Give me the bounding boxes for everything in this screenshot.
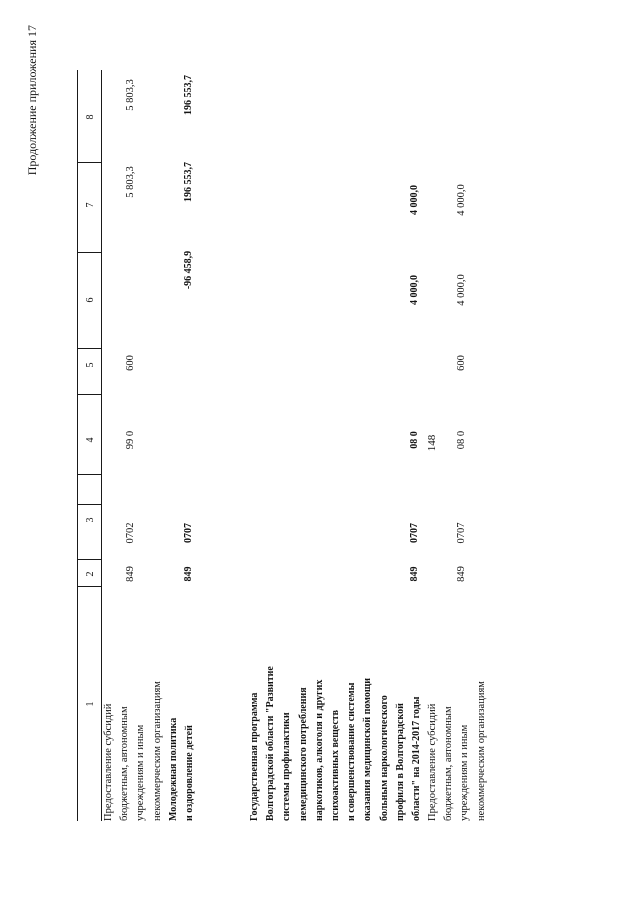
name-line: Волгоградской области "Развитие xyxy=(265,666,277,821)
row-4-col-7: 4 000,0 xyxy=(456,184,467,216)
row-1-col-7: 5 803,3 xyxy=(125,166,136,198)
column-separator xyxy=(77,348,102,349)
name-line: некоммерческим организациям xyxy=(475,681,487,821)
column-header-4: 4 xyxy=(85,437,96,443)
column-header-1: 1 xyxy=(85,701,96,707)
name-line: Государственная программа xyxy=(249,692,260,821)
column-separator xyxy=(77,162,102,163)
name-line: учреждениям и иным xyxy=(459,724,471,821)
row-3-col-7: 4 000,0 xyxy=(409,185,420,215)
row-1-col-5: 600 xyxy=(125,355,136,371)
column-header-5: 5 xyxy=(85,362,96,368)
row-1-col-2: 849 xyxy=(125,566,136,582)
row-3-col-3: 0707 xyxy=(409,523,420,543)
name-line: Предоставление субсидий xyxy=(103,703,114,821)
name-line: и совершенствование системы xyxy=(346,682,358,821)
column-separator xyxy=(77,559,102,560)
column-separator xyxy=(77,394,102,395)
column-header-8: 8 xyxy=(85,114,96,120)
row-4-col-3: 0707 xyxy=(456,522,467,544)
table-row-3-name xyxy=(247,666,425,821)
table-row-4-name xyxy=(425,681,490,821)
row-4-col-2: 849 xyxy=(456,566,467,582)
row-3-col-6: 4 000,0 xyxy=(409,275,420,305)
name-line: профиля в Волгоградской xyxy=(394,703,406,821)
row-4-col-4: 08 0 xyxy=(456,430,467,450)
table-top-rule xyxy=(77,70,78,821)
name-line: бюджетным, автономным xyxy=(443,706,455,821)
row-2-col-7: 196 553,7 xyxy=(183,162,194,202)
row-1-col-4: 99 0 xyxy=(125,430,136,450)
name-line: больным наркологического xyxy=(378,695,390,821)
name-line: области" на 2014-2017 годы xyxy=(411,696,423,821)
row-2-col-8: 196 553,7 xyxy=(183,75,194,115)
row-3-col-4: 08 0 xyxy=(409,431,420,449)
supplement-label: Продолжение приложения 17 xyxy=(25,25,39,176)
name-line: немедицинского потребления xyxy=(297,687,309,821)
name-line: системы профилактики xyxy=(281,712,293,821)
page-number: 148 xyxy=(426,434,438,452)
row-2-col-6: -96 458,9 xyxy=(183,250,194,290)
column-header-2: 2 xyxy=(85,571,96,577)
name-line: психоактивных веществ xyxy=(330,709,342,821)
name-line: и оздоровление детей xyxy=(184,725,196,821)
table-row-2-name xyxy=(166,718,198,821)
name-line: наркотиков, алкоголя и других xyxy=(313,679,325,821)
row-2-col-2: 849 xyxy=(183,566,194,582)
row-4-col-6: 4 000,0 xyxy=(456,274,467,306)
column-header-3: 3 xyxy=(85,517,96,523)
name-line: Предоставление субсидий xyxy=(427,703,438,821)
column-header-7: 7 xyxy=(85,202,96,208)
column-separator xyxy=(77,252,102,253)
column-separator xyxy=(77,474,102,475)
name-line: некоммерческим организациям xyxy=(151,681,163,821)
name-line: оказания медицинской помощи xyxy=(362,677,374,821)
name-line: Молодежная политика xyxy=(168,717,179,821)
name-line: бюджетным, автономным xyxy=(119,706,131,821)
column-separator xyxy=(77,504,102,505)
row-1-col-3: 0702 xyxy=(125,522,136,544)
row-2-col-3: 0707 xyxy=(183,523,194,543)
row-3-col-2: 849 xyxy=(409,566,420,582)
row-4-col-5: 600 xyxy=(456,355,467,371)
row-1-col-8: 5 803,3 xyxy=(125,79,136,111)
table-row-1-name xyxy=(101,681,166,821)
column-header-6: 6 xyxy=(85,297,96,303)
column-separator xyxy=(77,586,102,587)
name-line: учреждениям и иным xyxy=(135,724,147,821)
